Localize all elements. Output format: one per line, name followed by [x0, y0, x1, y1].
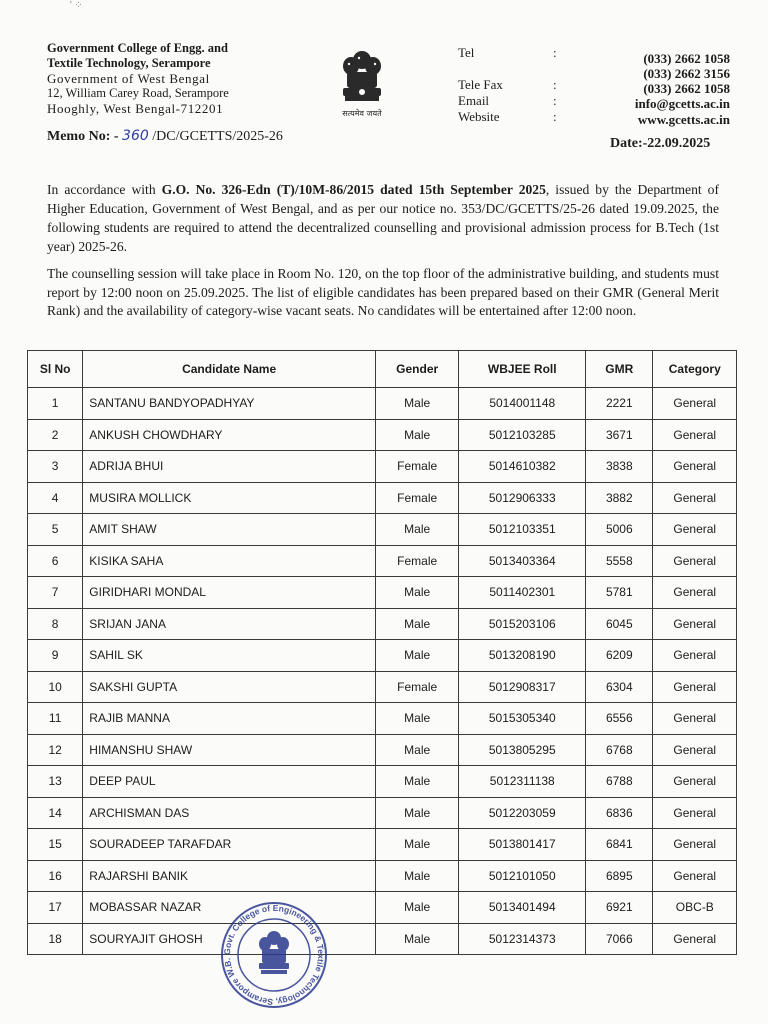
memo-suffix: /DC/GCETTS/2025-26: [148, 129, 283, 144]
table-row: [28, 766, 737, 798]
contact-value: (033) 2662 1058: [643, 51, 730, 66]
cell-candidate-name: GIRIDHARI MONDAL: [83, 577, 376, 609]
cell-category: General: [653, 419, 737, 451]
memo-date: [610, 136, 710, 152]
cell-gender: Female: [375, 671, 458, 703]
contact-colon: :: [553, 93, 557, 108]
memo-number: [47, 128, 283, 145]
cell-candidate-name: MOBASSAR NAZAR: [83, 892, 376, 924]
cell-gmr: 6895: [586, 860, 653, 892]
cell-sl-no: 15: [28, 829, 83, 861]
cell-wbjee-roll: 5012314373: [459, 923, 586, 955]
institution-block: [47, 41, 277, 116]
cell-gmr: 3882: [586, 482, 653, 514]
cell-gender: Male: [375, 860, 458, 892]
contact-label: Tele Fax: [458, 77, 503, 92]
cell-wbjee-roll: 5014001148: [459, 388, 586, 420]
cell-category: General: [653, 766, 737, 798]
paragraph-2: The counselling session will take place in Room No. 120, on the top floor of the administrative building, and students must report by 12:00 noon on 25.09.2025. The list of eligible candidates has been prepared based on their GMR (General Merit Rank) and the availability of category-wise vacant seats. No candidates will be entertained after 12:00 noon.: [47, 266, 719, 318]
cell-category: General: [653, 734, 737, 766]
cell-wbjee-roll: 5013401494: [459, 892, 586, 924]
cell-category: General: [653, 451, 737, 483]
cell-gmr: 6045: [586, 608, 653, 640]
cell-sl-no: 12: [28, 734, 83, 766]
table-row: [28, 797, 737, 829]
cell-gmr: 6768: [586, 734, 653, 766]
cell-candidate-name: RAJIB MANNA: [83, 703, 376, 735]
cell-gmr: 6788: [586, 766, 653, 798]
state-emblem-icon: [333, 46, 391, 122]
cell-candidate-name: HIMANSHU SHAW: [83, 734, 376, 766]
cell-wbjee-roll: 5013801417: [459, 829, 586, 861]
cell-candidate-name: SAHIL SK: [83, 640, 376, 672]
header-candidate-name: Candidate Name: [83, 351, 376, 388]
header-wbjee-roll: WBJEE Roll: [459, 351, 586, 388]
cell-gender: Male: [375, 577, 458, 609]
table-row: [28, 703, 737, 735]
cell-sl-no: 10: [28, 671, 83, 703]
candidate-table: [27, 350, 737, 955]
table-row: [28, 829, 737, 861]
memo-handwritten-number: 360: [122, 128, 149, 144]
table-row: [28, 734, 737, 766]
seal-text: Govt. College of Engineering & Textile Technology, Serampore W.B.: [221, 902, 327, 1008]
cell-gender: Male: [375, 608, 458, 640]
contact-value: (033) 2662 3156: [643, 66, 730, 81]
contact-colon: :: [553, 109, 557, 124]
contact-label: Email: [458, 93, 490, 108]
cell-gender: Female: [375, 482, 458, 514]
p1-start: In accordance with: [47, 182, 162, 197]
government-line: Government of West Bengal: [47, 71, 210, 86]
cell-category: General: [653, 860, 737, 892]
cell-gender: Female: [375, 545, 458, 577]
contact-value: (033) 2662 1058: [643, 81, 730, 96]
table-row: [28, 577, 737, 609]
cell-sl-no: 4: [28, 482, 83, 514]
cell-gender: Female: [375, 451, 458, 483]
cell-category: General: [653, 577, 737, 609]
cell-gmr: 3671: [586, 419, 653, 451]
cell-category: General: [653, 923, 737, 955]
cell-candidate-name: ADRIJA BHUI: [83, 451, 376, 483]
emblem-motto: सत्यमेव जयते: [342, 109, 382, 118]
address-line1: 12, William Carey Road, Serampore: [47, 86, 229, 100]
cell-gender: Male: [375, 419, 458, 451]
institution-name-line1: Government College of Engg. and: [47, 41, 228, 55]
contact-row-email: [458, 93, 730, 111]
cell-wbjee-roll: 5012101050: [459, 860, 586, 892]
cell-wbjee-roll: 5013403364: [459, 545, 586, 577]
cell-category: General: [653, 829, 737, 861]
cell-sl-no: 18: [28, 923, 83, 955]
cell-category: General: [653, 482, 737, 514]
cell-gender: Male: [375, 797, 458, 829]
cell-wbjee-roll: 5014610382: [459, 451, 586, 483]
cell-candidate-name: AMIT SHAW: [83, 514, 376, 546]
p1-rest: , issued by the Department of Higher Education, Government of West Bengal, and as per our notice no. 353/DC/GCETTS/25-26 dated 19.09.2025, the following students are required to attend the decentralized counselling and provisional admission process for B.Tech (1st year) 2025-26.: [47, 182, 719, 254]
cell-wbjee-roll: 5015305340: [459, 703, 586, 735]
cell-category: General: [653, 514, 737, 546]
cell-wbjee-roll: 5012906333: [459, 482, 586, 514]
cell-candidate-name: ARCHISMAN DAS: [83, 797, 376, 829]
cell-gender: Male: [375, 703, 458, 735]
cell-sl-no: 16: [28, 860, 83, 892]
cell-candidate-name: SANTANU BANDYOPADHYAY: [83, 388, 376, 420]
cell-category: General: [653, 671, 737, 703]
table-row: [28, 640, 737, 672]
header-sl-no: Sl No: [28, 351, 83, 388]
table-row: [28, 419, 737, 451]
scan-mark: ' ⁘: [70, 0, 83, 11]
cell-wbjee-roll: 5012311138: [459, 766, 586, 798]
contact-colon: :: [553, 45, 557, 60]
cell-sl-no: 5: [28, 514, 83, 546]
cell-gmr: 6921: [586, 892, 653, 924]
cell-wbjee-roll: 5011402301: [459, 577, 586, 609]
contact-label: Tel: [458, 45, 475, 60]
contact-row-fax: [458, 77, 730, 96]
cell-wbjee-roll: 5013208190: [459, 640, 586, 672]
cell-category: General: [653, 388, 737, 420]
contact-value: www.gcetts.ac.in: [637, 112, 730, 127]
cell-category: General: [653, 703, 737, 735]
contact-colon: :: [553, 77, 557, 92]
table-row: [28, 545, 737, 577]
cell-sl-no: 17: [28, 892, 83, 924]
cell-wbjee-roll: 5012908317: [459, 671, 586, 703]
cell-sl-no: 9: [28, 640, 83, 672]
table-row: [28, 388, 737, 420]
cell-gmr: 6304: [586, 671, 653, 703]
cell-candidate-name: SOURADEEP TARAFDAR: [83, 829, 376, 861]
cell-sl-no: 3: [28, 451, 83, 483]
cell-gender: Male: [375, 829, 458, 861]
cell-gmr: 5006: [586, 514, 653, 546]
cell-wbjee-roll: 5015203106: [459, 608, 586, 640]
cell-gender: Male: [375, 640, 458, 672]
table-row: [28, 671, 737, 703]
cell-gmr: 3838: [586, 451, 653, 483]
cell-category: General: [653, 608, 737, 640]
cell-sl-no: 14: [28, 797, 83, 829]
p1-go-reference: G.O. No. 326-Edn (T)/10M-86/2015 dated 15th September 2025: [161, 182, 546, 197]
header-category: Category: [653, 351, 737, 388]
cell-gmr: 7066: [586, 923, 653, 955]
header-gmr: GMR: [586, 351, 653, 388]
cell-wbjee-roll: 5012103351: [459, 514, 586, 546]
contact-value: info@gcetts.ac.in: [634, 96, 730, 111]
cell-sl-no: 2: [28, 419, 83, 451]
cell-gmr: 5781: [586, 577, 653, 609]
cell-gender: Male: [375, 388, 458, 420]
institution-name-line2: Textile Technology, Serampore: [47, 56, 211, 70]
cell-wbjee-roll: 5012203059: [459, 797, 586, 829]
memo-prefix: Memo No: -: [47, 129, 123, 144]
cell-wbjee-roll: 5013805295: [459, 734, 586, 766]
header-gender: Gender: [375, 351, 458, 388]
cell-category: General: [653, 640, 737, 672]
cell-sl-no: 7: [28, 577, 83, 609]
cell-gmr: 6836: [586, 797, 653, 829]
address-line2: Hooghly, West Bengal-712201: [47, 101, 224, 116]
cell-candidate-name: SOURYAJIT GHOSH: [83, 923, 376, 955]
contact-label: Website: [458, 109, 500, 124]
cell-category: OBC-B: [653, 892, 737, 924]
college-seal: [212, 900, 336, 1010]
cell-gender: Male: [375, 766, 458, 798]
cell-candidate-name: SAKSHI GUPTA: [83, 671, 376, 703]
cell-category: General: [653, 545, 737, 577]
table-body: [28, 388, 737, 955]
paragraph-1: [47, 180, 719, 256]
cell-candidate-name: KISIKA SAHA: [83, 545, 376, 577]
cell-candidate-name: DEEP PAUL: [83, 766, 376, 798]
table-row: [28, 923, 737, 955]
table-row: [28, 514, 737, 546]
cell-gmr: 5558: [586, 545, 653, 577]
cell-candidate-name: ANKUSH CHOWDHARY: [83, 419, 376, 451]
cell-candidate-name: MUSIRA MOLLICK: [83, 482, 376, 514]
cell-gmr: 6209: [586, 640, 653, 672]
cell-gender: Male: [375, 734, 458, 766]
table-row: [28, 451, 737, 483]
cell-gmr: 6841: [586, 829, 653, 861]
cell-sl-no: 13: [28, 766, 83, 798]
contact-row-tel: [458, 45, 730, 66]
contact-row-website: [458, 109, 730, 127]
cell-sl-no: 1: [28, 388, 83, 420]
table-row: [28, 892, 737, 924]
cell-gender: Male: [375, 923, 458, 955]
cell-sl-no: 8: [28, 608, 83, 640]
memo-date-text: Date:-22.09.2025: [610, 136, 711, 151]
cell-gender: Male: [375, 514, 458, 546]
table-row: [28, 482, 737, 514]
cell-wbjee-roll: 5012103285: [459, 419, 586, 451]
table-row: [28, 608, 737, 640]
table-row: [28, 860, 737, 892]
cell-candidate-name: RAJARSHI BANIK: [83, 860, 376, 892]
cell-category: General: [653, 797, 737, 829]
cell-candidate-name: SRIJAN JANA: [83, 608, 376, 640]
cell-sl-no: 11: [28, 703, 83, 735]
table-header-row: [28, 351, 737, 388]
cell-gmr: 6556: [586, 703, 653, 735]
cell-sl-no: 6: [28, 545, 83, 577]
cell-gender: Male: [375, 892, 458, 924]
cell-gmr: 2221: [586, 388, 653, 420]
